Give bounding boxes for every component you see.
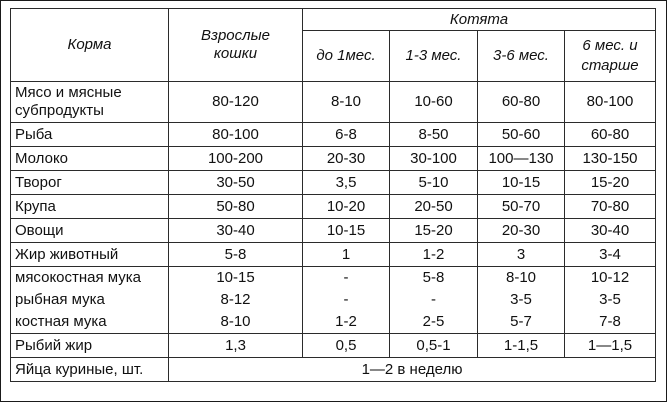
cell-m0: 10-20 [303, 195, 390, 219]
cell-m3: 60-80 [478, 82, 565, 123]
row-label: Крупа [11, 195, 169, 219]
row-label: Творог [11, 171, 169, 195]
cell-m6 [565, 267, 656, 334]
cell-m0: 3,5 [303, 171, 390, 195]
cell-m6: 70-80 [565, 195, 656, 219]
cell-m1: 5-10 [390, 171, 478, 195]
cell-m3: 50-70 [478, 195, 565, 219]
cell-m1: 0,5-1 [390, 334, 478, 358]
table-row [11, 358, 656, 382]
flour-label: костная мука [15, 313, 107, 330]
cell-m0: 6-8 [303, 123, 390, 147]
row-label: Яйца куриные, шт. [11, 358, 169, 382]
cell-m3: 50-60 [478, 123, 565, 147]
cell-m1: 1-2 [390, 243, 478, 267]
cell-adults: 80-120 [169, 82, 303, 123]
cell-value: 2-5 [422, 313, 445, 330]
table-row [11, 334, 656, 358]
table-row [11, 171, 656, 195]
cell-value: 3-5 [510, 291, 532, 308]
cell-value: 5-8 [422, 269, 445, 286]
col-header-age-1: 1-3 мес. [390, 31, 478, 82]
col-header-age-2: 3-6 мес. [478, 31, 565, 82]
cell-m6: 15-20 [565, 171, 656, 195]
cell-m3: 20-30 [478, 219, 565, 243]
col-header-feed: Корма [11, 9, 169, 82]
cell-value: 8-10 [505, 269, 537, 286]
flour-label: мясокостная мука [15, 269, 142, 286]
row-label: Овощи [11, 219, 169, 243]
cell-m0: 1 [303, 243, 390, 267]
cell-m3 [478, 267, 565, 334]
cell-adults: 50-80 [169, 195, 303, 219]
col-header-kittens: Котята [303, 9, 656, 31]
cell-value: 10-12 [590, 269, 630, 286]
cell-m0: 0,5 [303, 334, 390, 358]
cell-m3: 3 [478, 243, 565, 267]
row-label: Жир животный [11, 243, 169, 267]
cell-value: 10-15 [216, 269, 255, 286]
row-label-flour [11, 267, 169, 334]
table-row [11, 195, 656, 219]
cell-m1 [390, 267, 478, 334]
cell-adults: 100-200 [169, 147, 303, 171]
cell-m3: 100—130 [478, 147, 565, 171]
cell-m0 [303, 267, 390, 334]
cell-value: - [431, 291, 436, 308]
cell-m6: 30-40 [565, 219, 656, 243]
table-row-flour [11, 267, 656, 334]
cell-adults: 30-50 [169, 171, 303, 195]
header-row [11, 9, 656, 31]
cell-m1: 10-60 [390, 82, 478, 123]
cell-value: 1-2 [335, 313, 357, 330]
table-row [11, 219, 656, 243]
cell-value: 7-8 [599, 313, 621, 330]
cell-m3: 1-1,5 [478, 334, 565, 358]
cell-m1: 15-20 [390, 219, 478, 243]
flour-label: рыбная мука [15, 291, 105, 308]
cell-value: - [343, 269, 349, 286]
cell-m0: 20-30 [303, 147, 390, 171]
cell-adults: 5-8 [169, 243, 303, 267]
cell-m0: 10-15 [303, 219, 390, 243]
cell-m0: 8-10 [303, 82, 390, 123]
cell-value: 8-10 [220, 313, 251, 330]
feeding-table [10, 8, 656, 382]
col-header-age-3: 6 мес. и старше [565, 31, 656, 82]
cell-value: - [343, 291, 349, 308]
cell-m3: 10-15 [478, 171, 565, 195]
cell-adults: 1,3 [169, 334, 303, 358]
cell-value: 8-12 [220, 291, 251, 308]
table-row [11, 147, 656, 171]
cell-adults: 30-40 [169, 219, 303, 243]
cell-m6: 3-4 [565, 243, 656, 267]
table-row [11, 123, 656, 147]
cell-m6: 80-100 [565, 82, 656, 123]
col-header-age-0: до 1мес. [303, 31, 390, 82]
cell-m6: 130-150 [565, 147, 656, 171]
cell-adults: 80-100 [169, 123, 303, 147]
row-label: Мясо и мясные субпродукты [11, 82, 169, 123]
row-label: Молоко [11, 147, 169, 171]
cell-m1: 8-50 [390, 123, 478, 147]
cell-adults [169, 267, 303, 334]
cell-eggs-merged: 1—2 в неделю [169, 358, 656, 382]
cell-value: 3-5 [599, 291, 621, 308]
cell-m1: 20-50 [390, 195, 478, 219]
cell-m6: 1—1,5 [565, 334, 656, 358]
cell-m1: 30-100 [390, 147, 478, 171]
cell-m6: 60-80 [565, 123, 656, 147]
row-label: Рыбий жир [11, 334, 169, 358]
col-header-adults: Взрослые кошки [169, 9, 303, 82]
table-row [11, 243, 656, 267]
row-label: Рыба [11, 123, 169, 147]
cell-value: 5-7 [510, 313, 532, 330]
table-row [11, 82, 656, 123]
